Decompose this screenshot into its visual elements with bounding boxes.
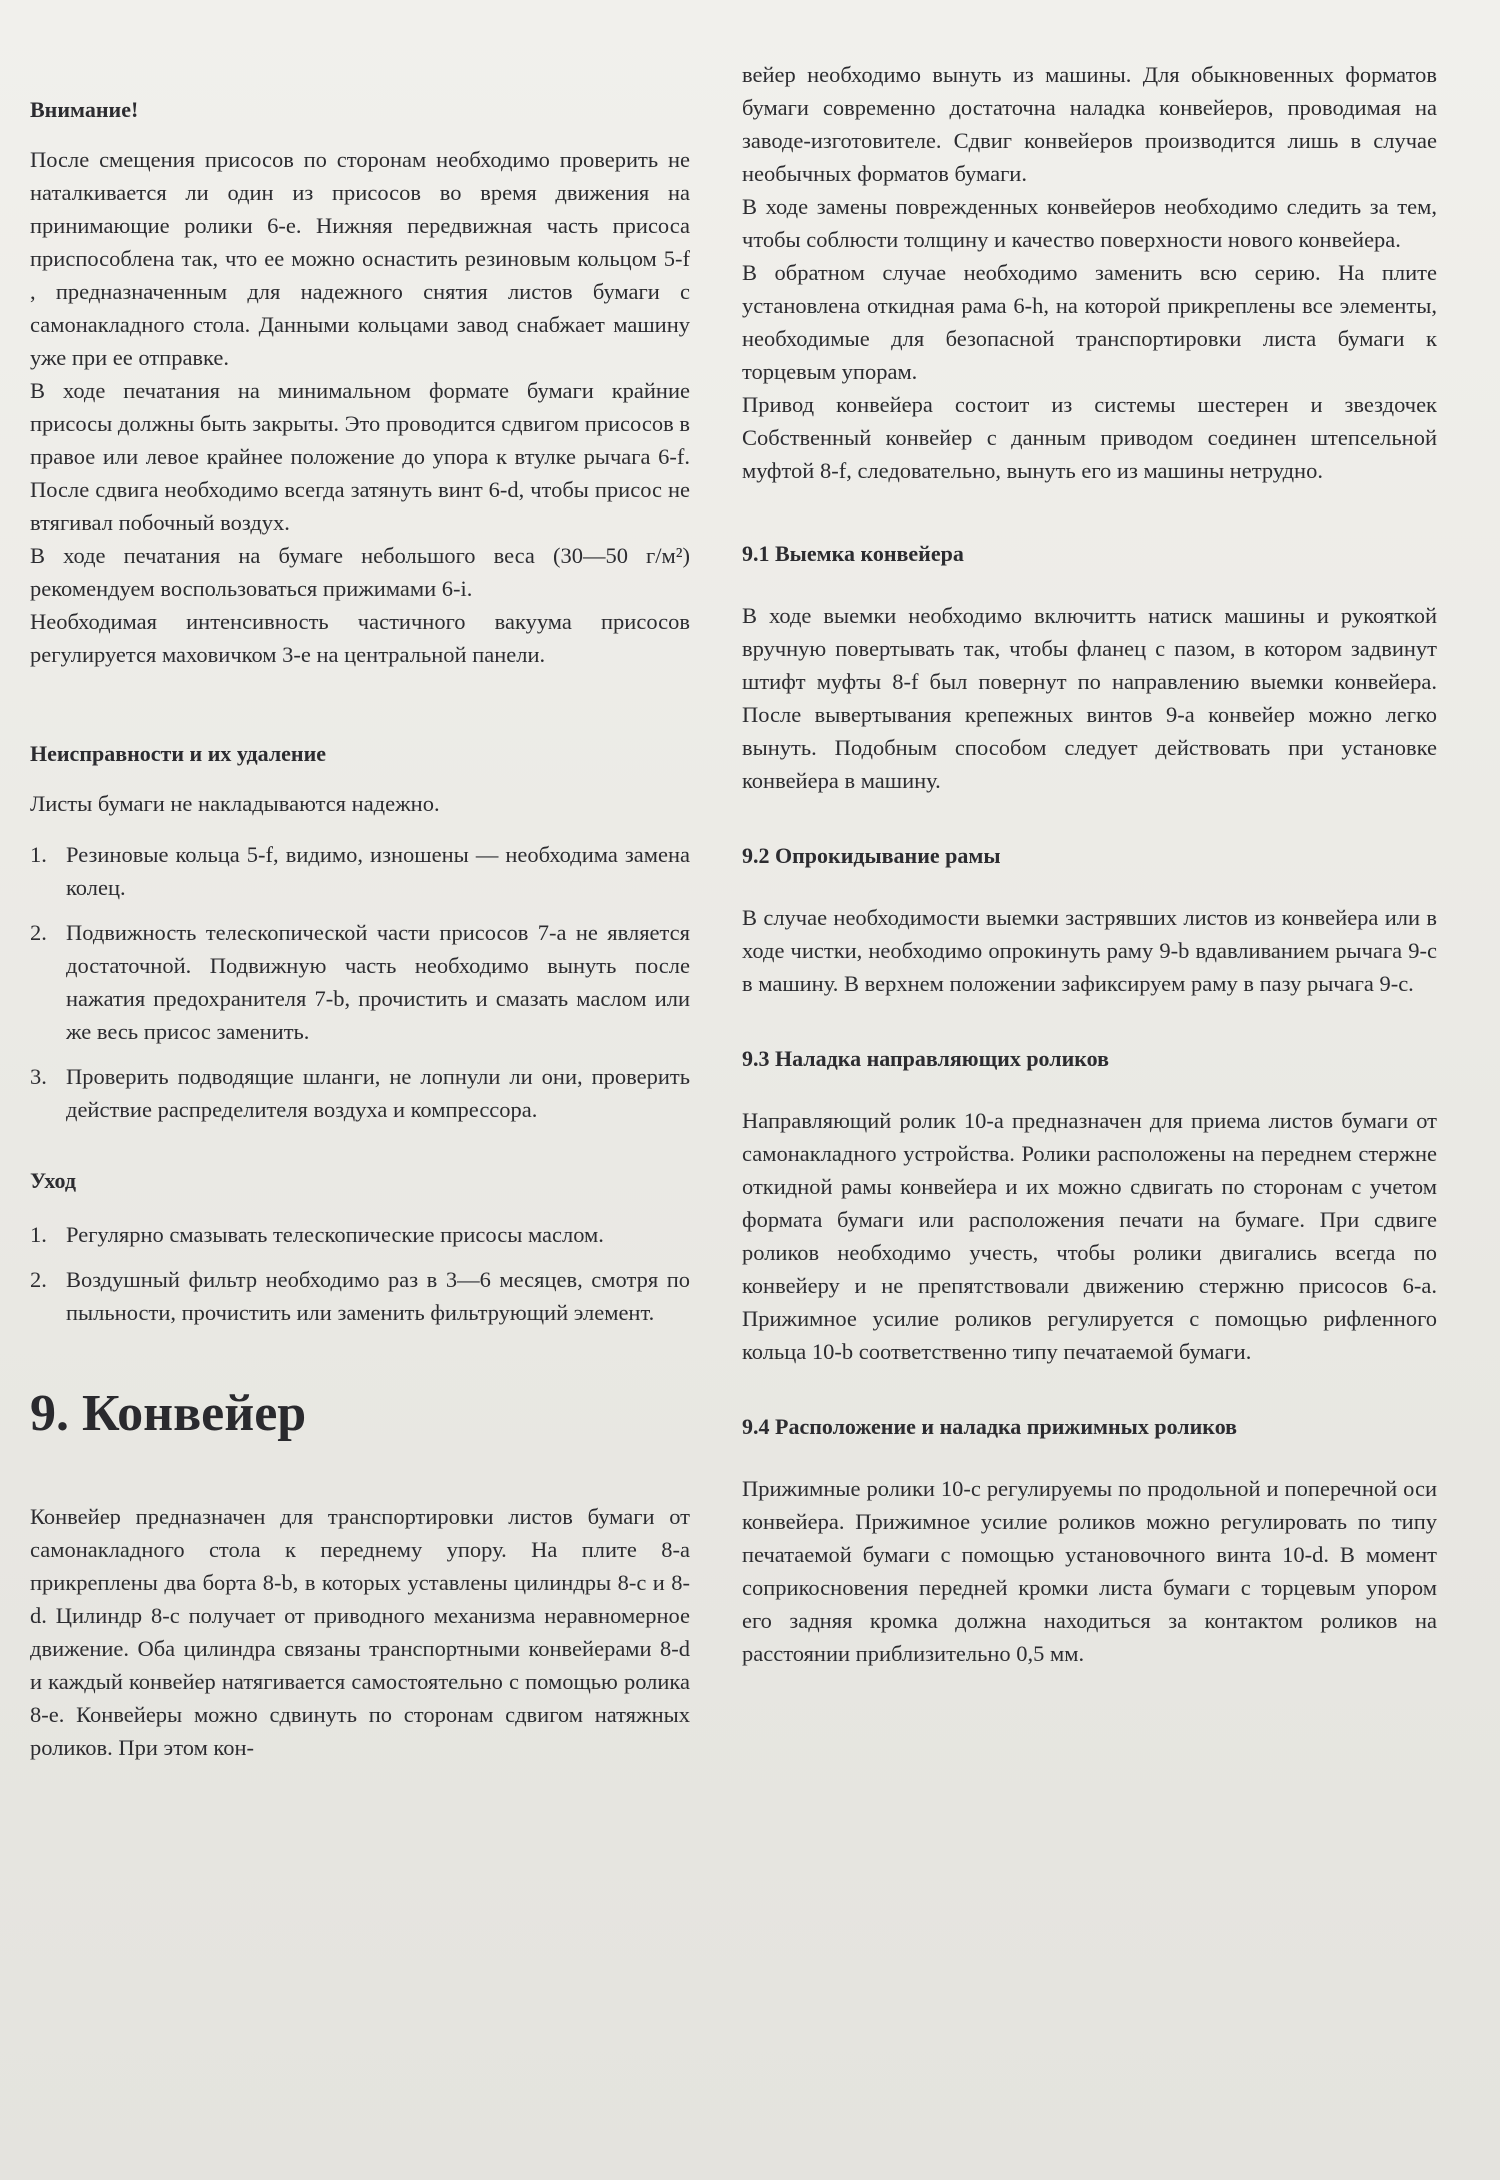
section (742, 841, 1437, 1000)
section-heading: 9.2 Опрокидывание рамы (742, 843, 1001, 868)
care-heading: Уход (30, 1168, 76, 1193)
section (742, 1044, 1437, 1368)
chapter-intro: Конвейер предназначен для транспортировки листов бумаги от самонакладного стола к переднему упору. На плите 8-а прикреплены два борта 8-b, в которых уставлены цилиндры 8-с и 8-d. Цилиндр 8-с получает от приводного механизма неравномерное движение. Оба цилиндра связаны транспортными конвейерами 8-d и каждый конвейер натягивается самостоятельно с помощью ролика 8-е. Конвейеры можно сдвинуть по сторонам сдвигом натяжных роликов. При этом кон- (30, 1504, 690, 1760)
section-text: В случае необходимости выемки застрявших листов из конвейера или в ходе чистки, необходимо опрокинуть раму 9-b вдавливанием рычага 9-с в машину. В верхнем положении зафиксируем раму в пазу рычага 9-с. (742, 905, 1437, 996)
list-item-number: 2. (30, 1267, 47, 1292)
attention-paragraph: Необходимая интенсивность частичного вакуума присосов регулируется маховичком 3-е на центральной панели. (30, 609, 690, 667)
left-column (30, 95, 690, 1764)
continuation-paragraph: вейер необходимо вынуть из машины. Для обыкновенных форматов бумаги современно достаточна наладка конвейеров, проводимая на заводе-изготовителе. Сдвиг конвейеров производится лишь в случае необычных форматов бумаги. (742, 62, 1437, 186)
list-item-text: Регулярно смазывать телескопические присосы маслом. (66, 1222, 604, 1247)
list-item (30, 838, 690, 904)
list-item-text: Подвижность телескопической части присосов 7-а не является достаточной. Подвижную часть необходимо вынуть после нажатия предохранителя 7-b, прочистить и смазать маслом или же весь присос заменить. (66, 920, 690, 1044)
section-text: В ходе выемки необходимо включитть натиск машины и рукояткой вручную повертывать так, чтобы фланец с пазом, в котором задвинут штифт муфты 8-f был повернут по направлению выемки конвейера. После вывертывания крепежных винтов 9-а конвейер можно легко вынуть. Подобным способом следует действовать при установке конвейера в машину. (742, 603, 1437, 793)
chapter-title: 9. Конвейер (30, 1385, 307, 1442)
section-text: Прижимные ролики 10-с регулируемы по продольной и поперечной оси конвейера. Прижимное усилие роликов можно регулировать по типу печатаемой бумаги с помощью установочного винта 10-d. В момент соприкосновения передней кромки листа бумаги с торцевым упором его задняя кромка должна находиться за контактом роликов на расстоянии приблизительно 0,5 мм. (742, 1476, 1437, 1666)
list-item-number: 1. (30, 1222, 47, 1247)
list-item-text: Воздушный фильтр необходимо раз в 3—6 месяцев, смотря по пыльности, прочистить или заменить фильтрующий элемент. (66, 1267, 690, 1325)
list-item (30, 1263, 690, 1329)
list-item-text: Проверить подводящие шланги, не лопнули ли они, проверить действие распределителя воздуха и компрессора. (66, 1064, 690, 1122)
faults-intro: Листы бумаги не накладываются надежно. (30, 791, 440, 816)
attention-paragraph: В ходе печатания на бумаге небольшого веса (30—50 г/м²) рекомендуем воспользоваться прижимами 6-i. (30, 543, 690, 601)
continuation-paragraph: В обратном случае необходимо заменить всю серию. На плите установлена откидная рама 6-h, на которой прикреплены все элементы, необходимые для безопасной транспортировки листа бумаги к торцевым упорам. (742, 260, 1437, 384)
attention-heading: Внимание! (30, 97, 139, 122)
attention-paragraph: В ходе печатания на минимальном формате бумаги крайние присосы должны быть закрыты. Это проводится сдвигом присосов в правое или левое крайнее положение до упора к втулке рычага 6-f. После сдвига необходимо всегда затянуть винт 6-d, чтобы присос не втягивал побочный воздух. (30, 378, 690, 535)
section (742, 539, 1437, 797)
list-item-number: 2. (30, 920, 47, 945)
list-item (30, 1060, 690, 1126)
care-list (30, 1218, 690, 1329)
right-column (742, 58, 1437, 1670)
section-heading: 9.1 Выемка конвейера (742, 541, 964, 566)
attention-paragraph: После смещения присосов по сторонам необходимо проверить не наталкивается ли один из присосов во время движения на принимающие ролики 6-е. Нижняя передвижная часть присоса приспособлена так, что ее можно оснастить резиновым кольцом 5-f , предназначенным для надежного снятия листов бумаги с самонакладного стола. Данными кольцами завод снабжает машину уже при ее отправке. (30, 147, 690, 370)
continuation-paragraph: В ходе замены поврежденных конвейеров необходимо следить за тем, чтобы соблюсти толщину и качество поверхности нового конвейера. (742, 194, 1437, 252)
section-text: Направляющий ролик 10-а предназначен для приема листов бумаги от самонакладного устройства. Ролики расположены на переднем стержне откидной рамы конвейера и их можно сдвигать по сторонам с учетом формата бумаги или расположения печати на бумаге. При сдвиге роликов необходимо учесть, чтобы ролики двигались всегда по конвейеру и не препятствовали движению стержню присосов 6-а. Прижимное усилие роликов регулируется с помощью рифленного кольца 10-b соответственно типу печатаемой бумаги. (742, 1108, 1437, 1364)
section-heading: 9.4 Расположение и наладка прижимных роликов (742, 1414, 1238, 1439)
list-item (30, 1218, 690, 1251)
faults-list (30, 838, 690, 1126)
list-item-text: Резиновые кольца 5-f, видимо, изношены — необходима замена колец. (66, 842, 690, 900)
continuation-paragraph: Привод конвейера состоит из системы шестерен и звездочек Собственный конвейер с данным приводом соединен штепсельной муфтой 8-f, следовательно, вынуть его из машины нетрудно. (742, 392, 1437, 483)
faults-heading: Неисправности и их удаление (30, 741, 327, 766)
section (742, 1412, 1437, 1670)
list-item-number: 1. (30, 842, 47, 867)
section-heading: 9.3 Наладка направляющих роликов (742, 1046, 1109, 1071)
list-item (30, 916, 690, 1048)
list-item-number: 3. (30, 1064, 47, 1089)
